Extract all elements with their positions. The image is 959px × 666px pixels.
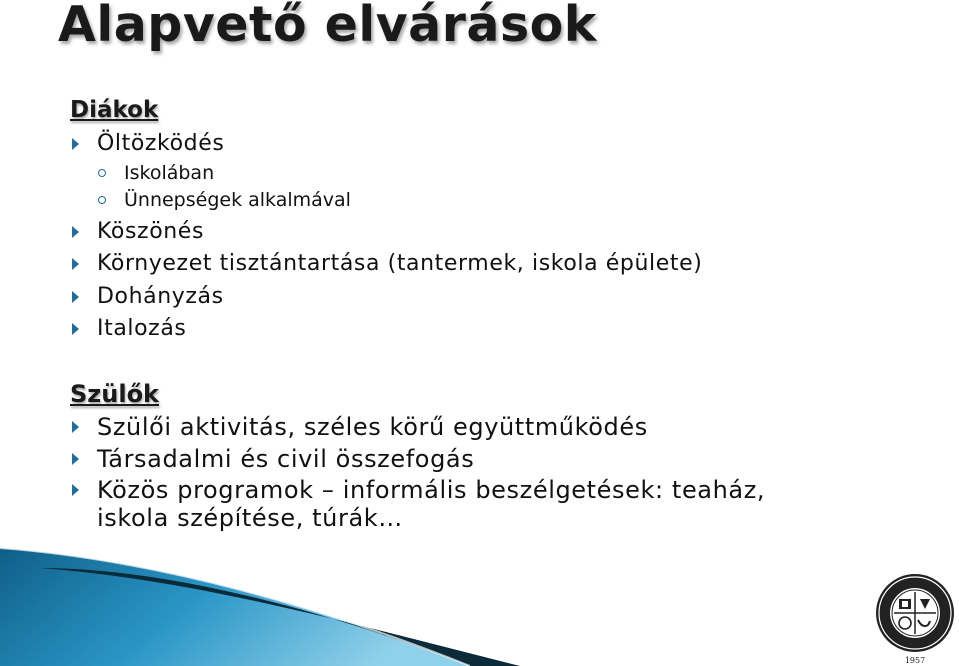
list-item: Közös programok – informális beszélgetések: teaház, (97, 476, 765, 504)
circle-bullet-icon (98, 196, 106, 204)
parents-heading: Szülők (70, 380, 160, 408)
triangle-bullet-icon (72, 138, 79, 150)
list-item: Italozás (97, 316, 186, 341)
triangle-bullet-icon (72, 421, 79, 433)
triangle-bullet-icon (72, 323, 79, 335)
list-item: Társadalmi és civil összefogás (97, 445, 474, 473)
list-item: Környezet tisztántartása (tantermek, iskola épülete) (97, 251, 702, 276)
triangle-bullet-icon (72, 258, 79, 270)
list-item: Köszönés (97, 219, 204, 244)
list-item: Öltözködés (97, 131, 224, 156)
triangle-bullet-icon (72, 226, 79, 238)
list-item-continuation: iskola szépítése, túrák… (97, 504, 403, 532)
slide-title: Alapvető elvárások (58, 0, 597, 53)
sub-list-item: Iskolában (124, 162, 214, 184)
triangle-bullet-icon (72, 291, 79, 303)
sub-list-item: Ünnepségek alkalmával (124, 189, 351, 211)
students-heading: Diákok (70, 97, 159, 123)
circle-bullet-icon (98, 169, 106, 177)
list-item: Dohányzás (97, 284, 224, 309)
triangle-bullet-icon (72, 484, 79, 496)
triangle-bullet-icon (72, 453, 79, 465)
list-item: Szülői aktivitás, széles körű együttműködés (97, 413, 648, 441)
school-seal-logo (872, 573, 958, 665)
seal-year: 1957 (904, 656, 926, 665)
